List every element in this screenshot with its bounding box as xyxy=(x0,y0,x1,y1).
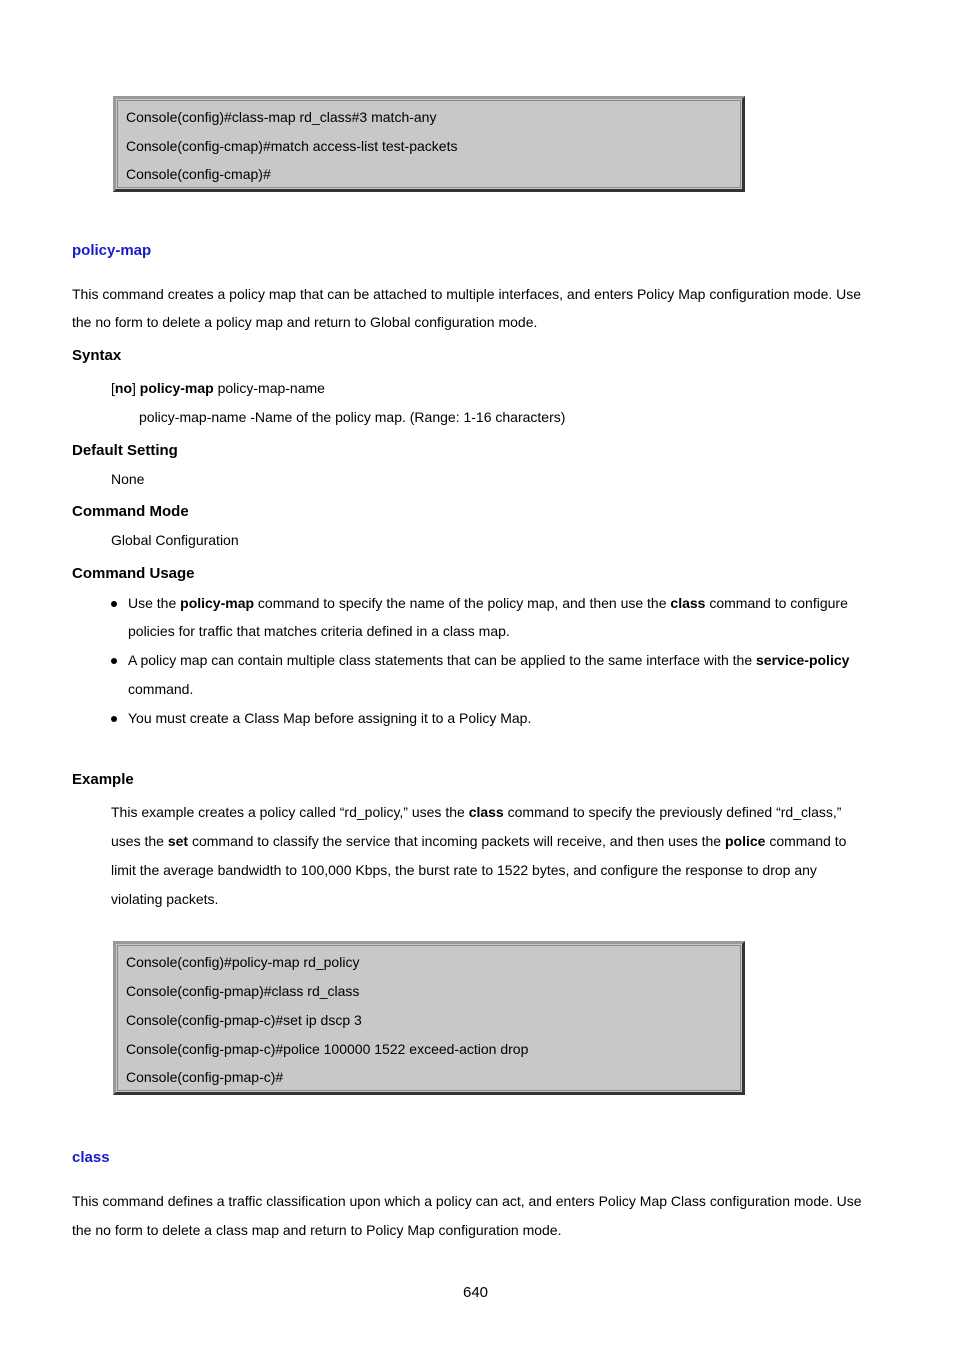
example-keyword: set xyxy=(167,833,189,849)
example-text: command to classify the service that incoming packets will receive, and then uses the xyxy=(188,833,725,849)
example-text: command to xyxy=(765,833,847,849)
syntax-parameter-description: policy-map-name -Name of the policy map. (Range: 1-16 characters) xyxy=(139,409,566,425)
syntax-heading: Syntax xyxy=(72,347,122,364)
console-line: Console(config-pmap-c)#police 100000 1522 exceed-action drop xyxy=(126,1041,529,1057)
usage-item xyxy=(128,652,849,668)
bullet-icon xyxy=(111,658,117,664)
console-line: Console(config-pmap-c)#set ip dscp 3 xyxy=(126,1012,362,1028)
page-number: 640 xyxy=(463,1284,489,1301)
syntax-command: policy-map xyxy=(139,380,214,396)
description-line: This command defines a traffic classification upon which a policy can act, and enters Policy Map Class configuration mode. Use xyxy=(72,1193,862,1209)
usage-text: Use the xyxy=(128,595,181,611)
command-mode-value: Global Configuration xyxy=(111,532,239,548)
console-line: Console(config)#class-map rd_class#3 match-any xyxy=(126,109,437,125)
syntax-bracket-close: ] xyxy=(132,380,140,396)
section-title-class: class xyxy=(72,1149,110,1166)
example-keyword: police xyxy=(724,833,766,849)
console-example-class-map xyxy=(113,96,745,192)
syntax-parameter: policy-map-name xyxy=(213,380,325,396)
usage-item: You must create a Class Map before assigning it to a Policy Map. xyxy=(128,710,532,726)
usage-keyword: service-policy xyxy=(756,652,850,668)
usage-text: A policy map can contain multiple class statements that can be applied to the same interface with the xyxy=(128,652,757,668)
console-example-policy-map xyxy=(113,941,745,1095)
default-setting-heading: Default Setting xyxy=(72,442,178,459)
syntax-bracket-open: [ xyxy=(111,380,115,396)
syntax-line xyxy=(111,380,325,396)
example-keyword: class xyxy=(468,804,504,820)
example-heading: Example xyxy=(72,771,134,788)
description-line: This command creates a policy map that can be attached to multiple interfaces, and enters Policy Map configuration mode. Use xyxy=(72,286,862,302)
example-text-line: limit the average bandwidth to 100,000 Kbps, the burst rate to 1522 bytes, and configure the response to drop any xyxy=(111,862,817,878)
description-line: the no form to delete a class map and return to Policy Map configuration mode. xyxy=(72,1222,562,1238)
example-text-line xyxy=(111,833,846,849)
bullet-icon xyxy=(111,601,117,607)
usage-item-continued: command. xyxy=(128,681,194,697)
console-line: Console(config-pmap)#class rd_class xyxy=(126,983,360,999)
command-usage-heading: Command Usage xyxy=(72,565,195,582)
example-text-line: violating packets. xyxy=(111,891,219,907)
console-line: Console(config-cmap)#match access-list test-packets xyxy=(126,138,458,154)
syntax-no-keyword: no xyxy=(114,380,132,396)
usage-keyword: policy-map xyxy=(180,595,255,611)
console-line: Console(config)#policy-map rd_policy xyxy=(126,954,360,970)
console-line: Console(config-cmap)# xyxy=(126,166,271,182)
usage-item-continued: policies for traffic that matches criteria defined in a class map. xyxy=(128,623,510,639)
usage-text: command to configure xyxy=(705,595,848,611)
usage-item xyxy=(128,595,848,611)
default-setting-value: None xyxy=(111,471,145,487)
bullet-icon xyxy=(111,716,117,722)
usage-keyword: class xyxy=(670,595,706,611)
example-text: This example creates a policy called “rd_policy,” uses the xyxy=(111,804,469,820)
example-text-line xyxy=(111,804,841,820)
usage-text: command to specify the name of the policy map, and then use the xyxy=(254,595,671,611)
console-line: Console(config-pmap-c)# xyxy=(126,1069,284,1085)
example-text: uses the xyxy=(111,833,168,849)
example-text: command to specify the previously defined “rd_class,” xyxy=(503,804,842,820)
command-mode-heading: Command Mode xyxy=(72,503,189,520)
description-line: the no form to delete a policy map and return to Global configuration mode. xyxy=(72,314,538,330)
section-title-policy-map: policy-map xyxy=(72,242,152,259)
